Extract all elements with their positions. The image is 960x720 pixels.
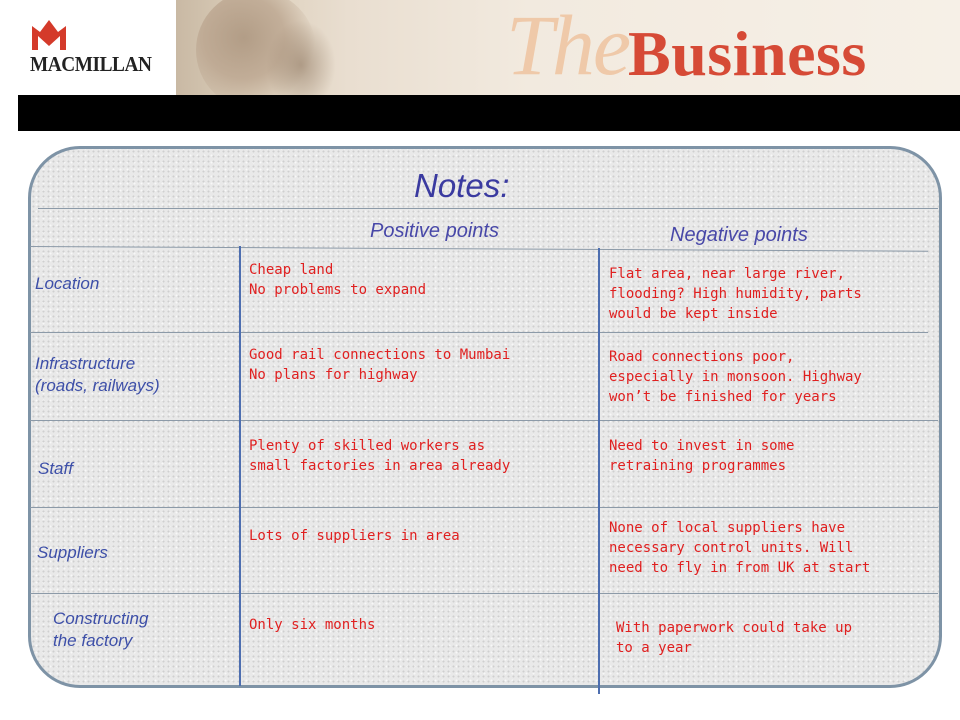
- divider-row-4: [30, 593, 938, 594]
- banner-photo-shade: [266, 20, 336, 95]
- row-label-line: Constructing: [53, 609, 149, 628]
- cell-line: Flat area, near large river,: [609, 266, 846, 282]
- cell-line: Plenty of skilled workers as: [249, 438, 486, 454]
- cell-line: Cheap land: [249, 262, 334, 278]
- brand-business: Business: [628, 18, 867, 89]
- negative-location: [609, 264, 862, 324]
- cell-line: flooding? High humidity, parts: [609, 286, 862, 302]
- divider-title: [38, 208, 938, 209]
- macmillan-logo: [18, 0, 176, 95]
- negative-staff: [609, 436, 794, 476]
- row-label-location: [35, 273, 99, 295]
- negative-constructing: [616, 618, 852, 658]
- row-label-line: Infrastructure: [35, 354, 136, 373]
- cell-line: especially in monsoon. Highway: [609, 369, 862, 385]
- row-label-infrastructure: [35, 353, 160, 397]
- header-banner: [176, 0, 960, 95]
- divider-row-2: [30, 420, 938, 421]
- brand-the: The: [506, 0, 629, 93]
- positive-constructing: [249, 615, 375, 635]
- divider-row-1: [30, 332, 928, 333]
- notes-title: Notes:: [414, 167, 510, 204]
- positive-location: [249, 260, 426, 300]
- negative-suppliers: [609, 518, 870, 578]
- column-divider-negative: [598, 248, 600, 694]
- row-label-line: Staff: [38, 459, 73, 478]
- cell-line: Road connections poor,: [609, 349, 795, 365]
- macmillan-m-icon: [32, 20, 66, 50]
- positive-points-heading: Positive points: [370, 220, 499, 242]
- divider-row-3: [30, 507, 938, 508]
- cell-line: No problems to expand: [249, 282, 427, 298]
- cell-line: With paperwork could take up: [616, 620, 853, 636]
- column-divider-positive: [239, 246, 241, 686]
- row-label-line: the factory: [53, 631, 133, 650]
- cell-line: No plans for highway: [249, 367, 418, 383]
- cell-line: retraining programmes: [609, 458, 787, 474]
- negative-infrastructure: [609, 347, 862, 407]
- negative-points-heading: Negative points: [670, 224, 808, 246]
- cell-line: necessary control units. Will: [609, 540, 854, 556]
- positive-staff: [249, 436, 510, 476]
- cell-line: would be kept inside: [609, 306, 778, 322]
- row-label-constructing: [53, 608, 148, 652]
- row-label-suppliers: [37, 542, 108, 564]
- cell-line: None of local suppliers have: [609, 520, 846, 536]
- header-divider-bar: [18, 95, 960, 131]
- row-label-staff: [38, 458, 73, 480]
- cell-line: won’t be finished for years: [609, 389, 837, 405]
- cell-line: Need to invest in some: [609, 438, 795, 454]
- row-label-line: Suppliers: [37, 543, 108, 562]
- cell-line: Only six months: [249, 617, 376, 633]
- cell-line: Good rail connections to Mumbai: [249, 347, 511, 363]
- publisher-name: MACMILLAN: [30, 52, 152, 76]
- cell-line: Lots of suppliers in area: [249, 528, 460, 544]
- row-label-line: Location: [35, 274, 100, 293]
- positive-suppliers: [249, 526, 460, 546]
- row-label-line: (roads, railways): [35, 376, 160, 395]
- cell-line: small factories in area already: [249, 458, 511, 474]
- cell-line: to a year: [616, 640, 692, 656]
- positive-infrastructure: [249, 345, 510, 385]
- cell-line: need to fly in from UK at start: [609, 560, 871, 576]
